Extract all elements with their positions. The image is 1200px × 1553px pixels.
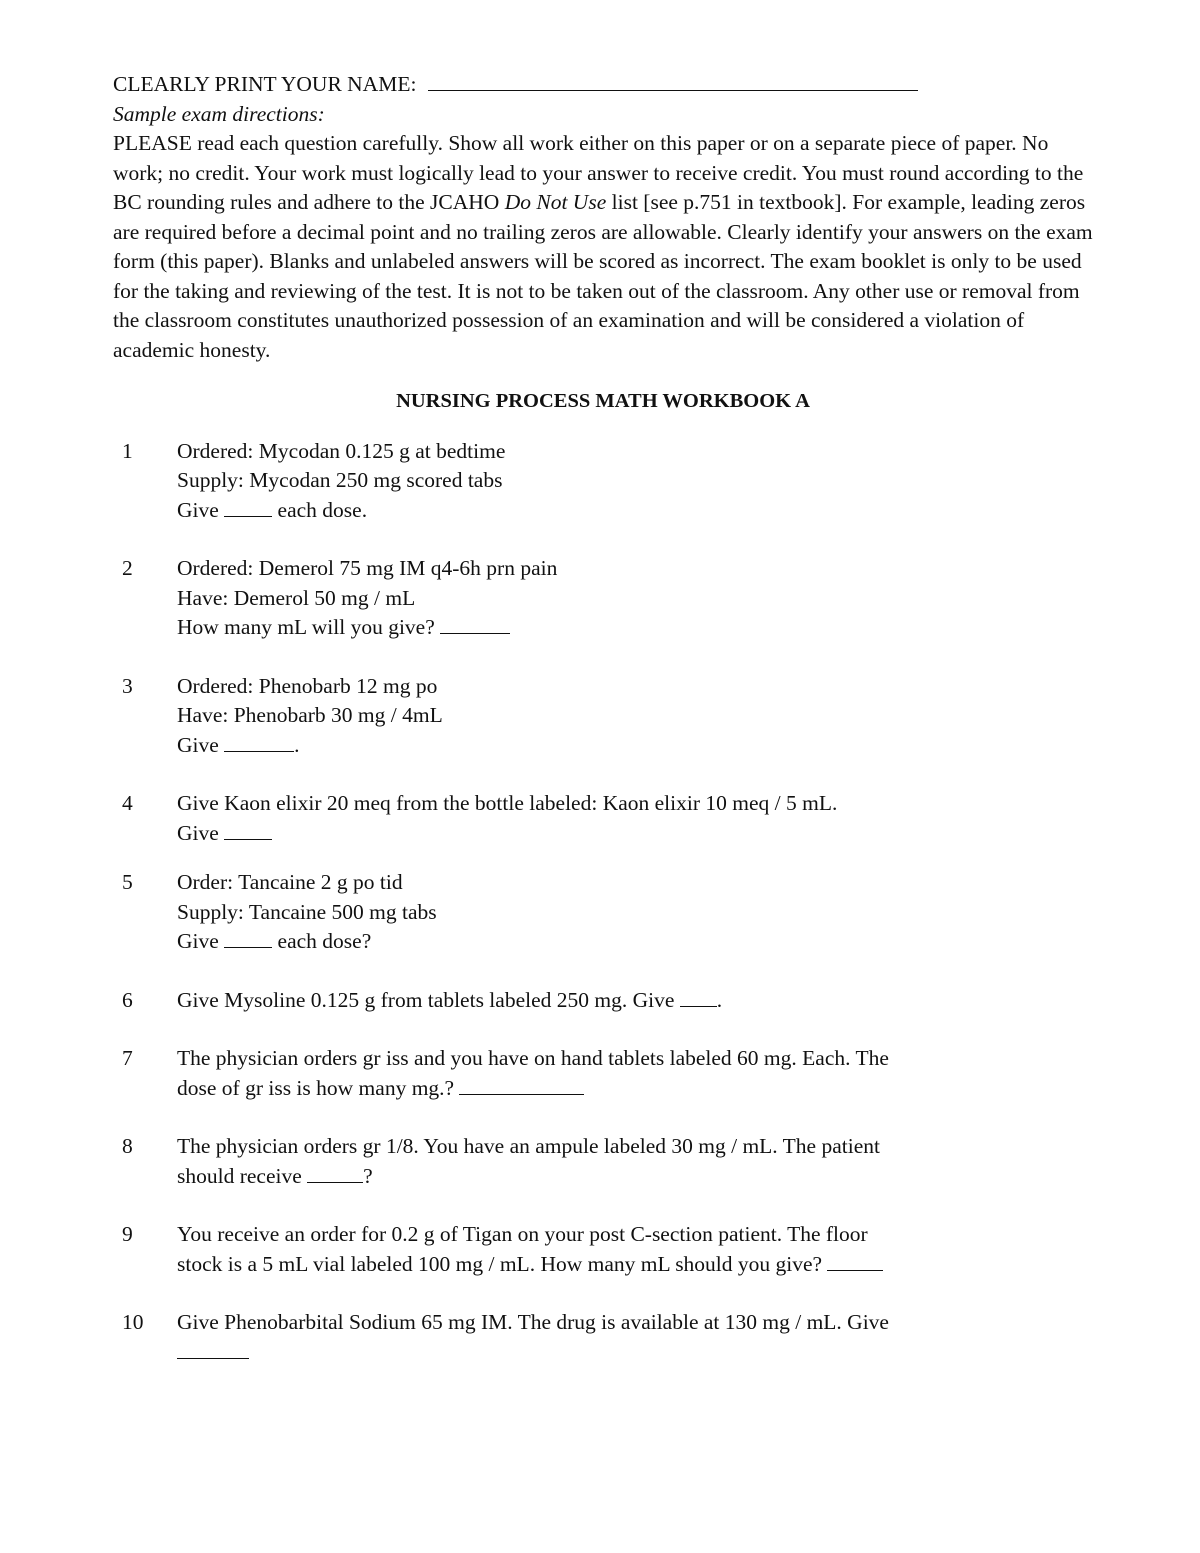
question-number: 8	[122, 1134, 133, 1158]
question-text: .	[294, 732, 300, 757]
question-3	[113, 672, 1093, 761]
question-text: dose of gr iss is how many mg.?	[177, 1075, 460, 1100]
question-6	[113, 986, 1093, 1016]
question-4	[113, 789, 1093, 848]
answer-blank[interactable]	[680, 988, 717, 1007]
question-line: Give Kaon elixir 20 meq from the bottle labeled: Kaon elixir 10 meq / 5 mL.	[177, 791, 838, 815]
question-number: 10	[122, 1310, 144, 1334]
question-number: 5	[122, 870, 133, 894]
question-text: Give Mysoline 0.125 g from tablets labeled 250 mg. Give	[177, 987, 680, 1012]
answer-blank[interactable]	[440, 615, 510, 634]
question-number: 1	[122, 438, 133, 463]
question-number: 3	[122, 673, 133, 698]
question-text: How many mL will you give?	[177, 615, 441, 639]
question-number: 7	[122, 1046, 133, 1070]
question-text: .	[716, 987, 723, 1012]
question-text: each dose.	[272, 497, 368, 522]
question-text: ?	[363, 1163, 373, 1188]
question-line: Supply: Mycodan 250 mg scored tabs	[177, 468, 503, 492]
question-number: 4	[122, 791, 133, 815]
directions-text	[113, 129, 1093, 365]
answer-blank[interactable]	[224, 821, 272, 840]
name-row	[113, 70, 1093, 100]
question-line: Ordered: Demerol 75 mg IM q4-6h prn pain	[177, 556, 558, 580]
question-text: Give	[177, 820, 225, 845]
question-line: Ordered: Phenobarb 12 mg po	[177, 673, 438, 698]
directions-part2: list [see p.751 in textbook]. For example, leading zeros are required before a decimal point and no trailing zeros are allowable. Clearly identify your answers on the exam form (this paper). Blanks and unlabeled answers will be scored as incorrect. The exam booklet is only to be used for the taking and reviewing of the test. It is not to be taken out of the classroom. Any other use or removal from the classroom constitutes unauthorized possession of an examination and will be considered a violation of academic honesty.	[113, 190, 1093, 362]
question-line: Give Phenobarbital Sodium 65 mg IM. The drug is available at 130 mg / mL. Give	[177, 1310, 889, 1334]
question-10	[113, 1308, 1093, 1367]
question-text: Give	[177, 732, 225, 757]
answer-blank[interactable]	[307, 1164, 363, 1183]
question-line: Supply: Tancaine 500 mg tabs	[177, 899, 437, 924]
answer-blank[interactable]	[224, 929, 272, 948]
answer-blank[interactable]	[177, 1340, 249, 1359]
directions-part1: PLEASE read each question carefully. Show all work either on this paper or on a separate piece of paper. No work; no credit. Your work must logically lead to your answer to receive credit. You must round according to the BC rounding rules and adhere to the JCAHO	[113, 131, 1084, 214]
question-8	[113, 1132, 1093, 1191]
question-7	[113, 1044, 1093, 1103]
question-number: 9	[122, 1222, 133, 1246]
question-text: Give	[177, 497, 225, 522]
question-number: 6	[122, 987, 133, 1012]
name-label: CLEARLY PRINT YOUR NAME:	[113, 72, 417, 96]
question-text: each dose?	[272, 929, 372, 953]
question-line: Ordered: Mycodan 0.125 g at bedtime	[177, 438, 506, 463]
question-2	[113, 554, 1093, 643]
question-text: Give	[177, 929, 225, 953]
question-line: You receive an order for 0.2 g of Tigan on your post C-section patient. The floor	[177, 1222, 868, 1246]
question-9	[113, 1220, 1093, 1279]
answer-blank[interactable]	[224, 498, 272, 517]
question-line: Have: Demerol 50 mg / mL	[177, 585, 416, 610]
question-line: The physician orders gr 1/8. You have an ampule labeled 30 mg / mL. The patient	[177, 1134, 880, 1158]
question-1	[113, 437, 1093, 526]
question-text: should receive	[177, 1163, 308, 1188]
question-5	[113, 868, 1093, 957]
question-line: Have: Phenobarb 30 mg / 4mL	[177, 703, 443, 727]
question-number: 2	[122, 556, 133, 580]
answer-blank[interactable]	[459, 1076, 584, 1095]
question-text: stock is a 5 mL vial labeled 100 mg / mL. How many mL should you give?	[177, 1251, 828, 1276]
name-blank[interactable]	[428, 72, 918, 91]
exam-page	[113, 70, 1093, 1396]
page-title: NURSING PROCESS MATH WORKBOOK A	[396, 390, 810, 412]
answer-blank[interactable]	[827, 1252, 883, 1271]
question-line: Order: Tancaine 2 g po tid	[177, 870, 403, 894]
directions-italic: Do Not Use	[504, 190, 607, 214]
directions-label: Sample exam directions:	[113, 101, 325, 126]
question-line: The physician orders gr iss and you have on hand tablets labeled 60 mg. Each. The	[177, 1046, 889, 1070]
answer-blank[interactable]	[224, 733, 294, 752]
